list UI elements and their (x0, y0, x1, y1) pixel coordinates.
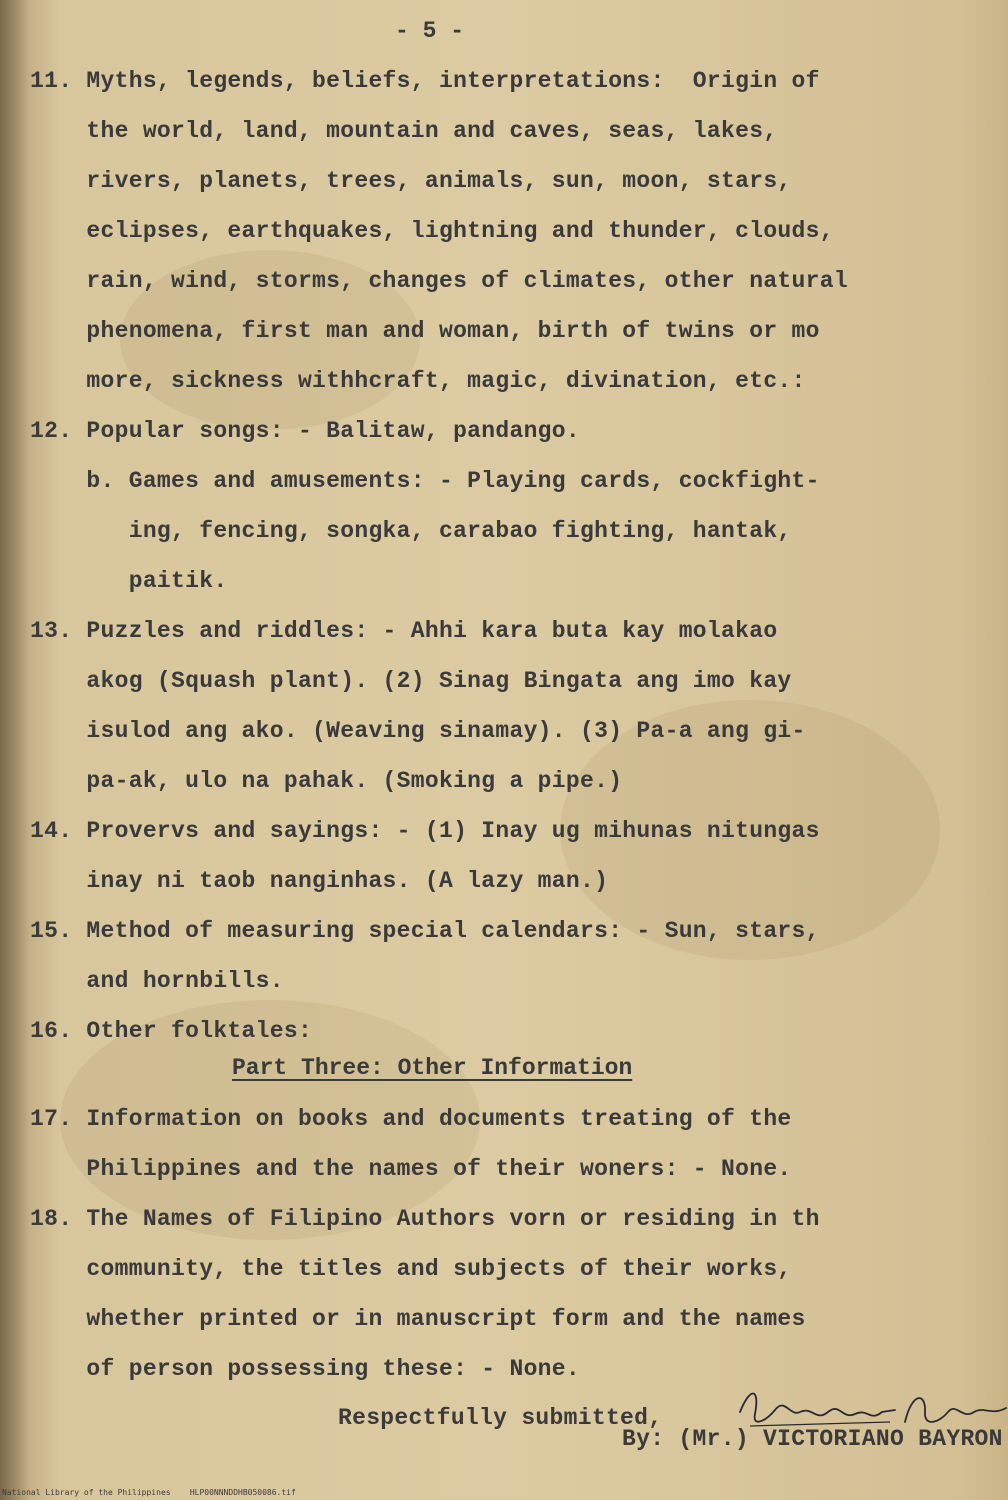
text-line: isulod ang ako. (Weaving sinamay). (3) Pa-a ang gi- (30, 718, 806, 744)
text-line: rain, wind, storms, changes of climates, other natural (30, 268, 848, 294)
part-three-heading: Part Three: Other Information (232, 1055, 633, 1081)
text-line: paitik. (30, 568, 228, 594)
text-line: phenomena, first man and woman, birth of twins or mo (30, 318, 820, 344)
text-line: 16. Other folktales: (30, 1018, 313, 1044)
text-line: inay ni taob nanginhas. (A lazy man.) (30, 868, 609, 894)
text-line: b. Games and amusements: - Playing cards, cockfight- (30, 468, 820, 494)
text-line: the world, land, mountain and caves, seas, lakes, (30, 118, 778, 144)
page-number: - 5 - (395, 18, 465, 44)
text-line: Philippines and the names of their woners: - None. (30, 1156, 792, 1182)
text-line: 17. Information on books and documents treating of the (30, 1106, 792, 1132)
closing-line: Respectfully submitted, (338, 1405, 663, 1431)
text-line: more, sickness withhcraft, magic, divination, etc.: (30, 368, 806, 394)
text-line: pa-ak, ulo na pahak. (Smoking a pipe.) (30, 768, 623, 794)
text-line: 14. Provervs and sayings: - (1) Inay ug mihunas nitungas (30, 818, 820, 844)
text-line: 18. The Names of Filipino Authors vorn or residing in th (30, 1206, 820, 1232)
text-line: ing, fencing, songka, carabao fighting, hantak, (30, 518, 792, 544)
by-line: By: (Mr.) VICTORIANO BAYRON (622, 1426, 1003, 1452)
text-line: 12. Popular songs: - Balitaw, pandango. (30, 418, 580, 444)
text-line: and hornbills. (30, 968, 284, 994)
text-line: rivers, planets, trees, animals, sun, moon, stars, (30, 168, 792, 194)
text-line: 11. Myths, legends, beliefs, interpretations: Origin of (30, 68, 820, 94)
text-line: 15. Method of measuring special calendars: - Sun, stars, (30, 918, 820, 944)
text-line: akog (Squash plant). (2) Sinag Bingata ang imo kay (30, 668, 792, 694)
text-line: community, the titles and subjects of their works, (30, 1256, 792, 1282)
handwritten-signature (730, 1382, 1008, 1442)
text-line: whether printed or in manuscript form and the names (30, 1306, 806, 1332)
archive-footer: National Library of the Philippines HLP00NNNDDHB050086.tif (2, 1488, 296, 1497)
text-line: eclipses, earthquakes, lightning and thunder, clouds, (30, 218, 834, 244)
text-line: 13. Puzzles and riddles: - Ahhi kara buta kay molakao (30, 618, 778, 644)
text-line: of person possessing these: - None. (30, 1356, 580, 1382)
